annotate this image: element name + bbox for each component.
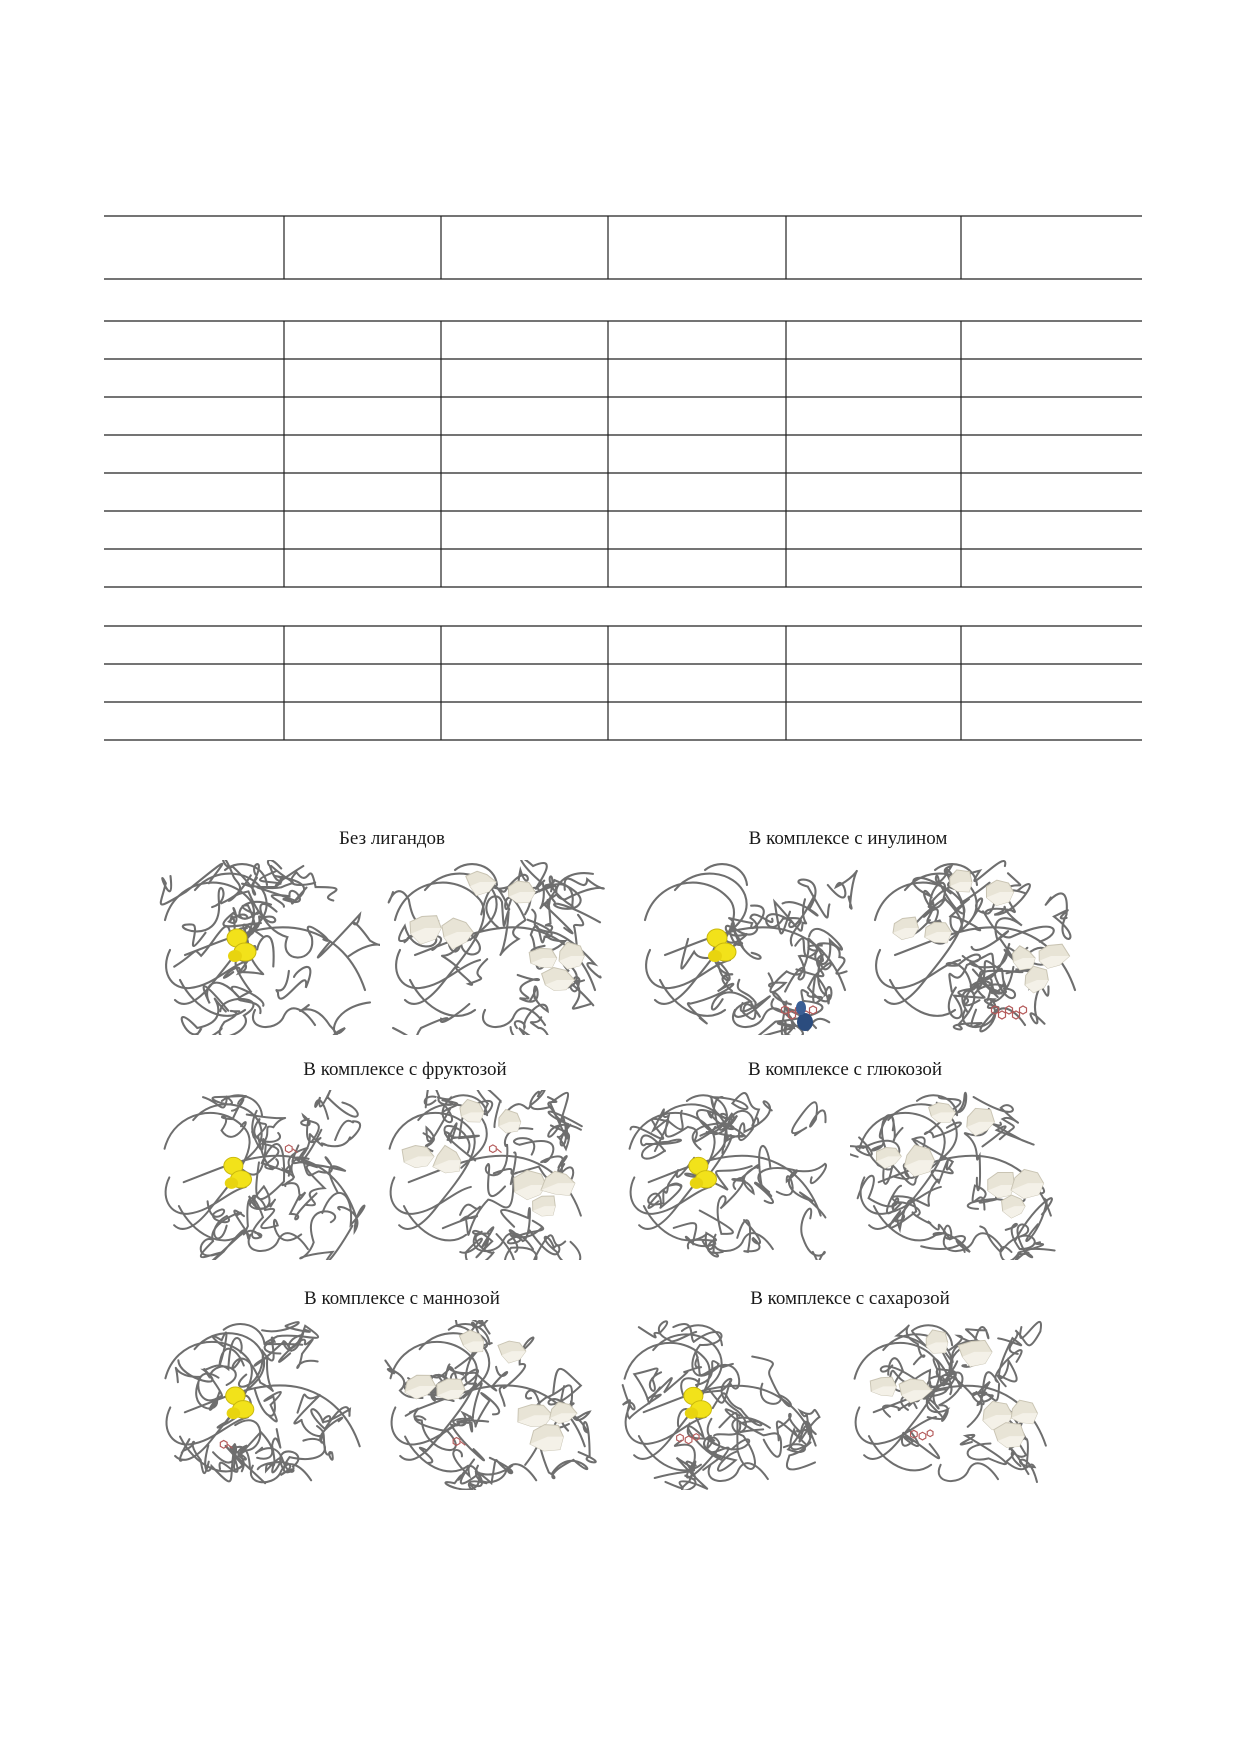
ribbon-strand	[420, 1424, 484, 1463]
ribbon-strand	[998, 1338, 1021, 1386]
binding-site-lobe	[685, 1407, 698, 1418]
structure-cavities-2	[380, 1090, 600, 1260]
data-table	[0, 0, 1240, 760]
cavity-surfaces	[405, 1330, 577, 1451]
ribbon-strand	[1046, 893, 1071, 938]
ribbon-strand	[318, 914, 380, 957]
ribbon-strand	[792, 1102, 826, 1135]
structure-binding-site-3	[620, 1090, 835, 1260]
ribbon-strand	[266, 1429, 281, 1472]
ribbon-strand	[1010, 1322, 1041, 1354]
structure-binding-site-2	[155, 1090, 370, 1260]
ribbon-strand	[300, 1211, 352, 1260]
ribbon-strand	[737, 1220, 760, 1252]
protein-backbone	[623, 1321, 820, 1490]
blob-lobe	[796, 1001, 806, 1015]
ribbon-strand	[204, 983, 264, 1011]
ribbon-strand	[890, 980, 955, 1016]
ribbon-strand	[518, 975, 539, 1002]
caption-sucrose: В комплексе с сахарозой	[750, 1288, 950, 1309]
ligand-ring	[810, 1006, 817, 1014]
ribbon-strand	[828, 871, 857, 909]
ribbon-strand	[253, 1008, 315, 1027]
ribbon-strand	[752, 1356, 791, 1406]
cavity-surfaces	[876, 1103, 1043, 1218]
ligand-ring	[919, 1432, 926, 1440]
caption-fructose: В комплексе с фруктозой	[303, 1059, 507, 1080]
structure-cavities-0	[385, 860, 615, 1035]
protein-backbone	[645, 864, 857, 1035]
protein-backbone	[855, 1322, 1046, 1482]
blob-lobe	[797, 1013, 813, 1031]
ribbon-strand	[276, 967, 310, 999]
ligand-ring	[285, 1145, 292, 1153]
ribbon-strand	[424, 1109, 451, 1152]
ligand-ring	[1020, 1006, 1027, 1014]
ribbon-strand	[514, 1138, 563, 1166]
caption-glucose: В комплексе с глюкозой	[747, 1059, 943, 1080]
ribbon-strand	[255, 1390, 281, 1422]
caption-inulin: В комплексе с инулином	[748, 828, 948, 849]
ligand-bond	[497, 1149, 502, 1153]
ribbon-strand	[778, 1414, 815, 1470]
binding-site-lobe	[225, 1177, 238, 1188]
structure-cavities-5	[845, 1320, 1065, 1490]
ribbon-strand	[391, 1177, 471, 1213]
protein-backbone	[165, 1322, 359, 1483]
ribbon-strand	[322, 1121, 360, 1147]
ribbon-strand	[648, 1158, 694, 1208]
ribbon-strand	[260, 904, 328, 958]
ribbon-strand	[315, 1090, 358, 1119]
structure-binding-site-0	[155, 860, 380, 1035]
ligand-ring	[490, 1145, 497, 1153]
ribbon-strand	[856, 1407, 936, 1443]
binding-site-lobe	[227, 1407, 241, 1419]
ribbon-strand	[393, 1004, 469, 1035]
ligand-ring	[685, 1436, 692, 1444]
ribbon-strand	[272, 888, 307, 907]
ligand-fructose	[490, 1145, 502, 1153]
ligand-ring	[927, 1430, 933, 1437]
structure-binding-site-1	[635, 860, 860, 1035]
ribbon-strand	[233, 1342, 284, 1391]
protein-backbone	[875, 861, 1075, 1031]
ribbon-strand	[174, 916, 234, 966]
protein-backbone	[630, 1093, 826, 1260]
protein-backbone	[165, 1090, 365, 1260]
binding-site-highlight	[224, 1157, 252, 1189]
ribbon-strand	[183, 888, 224, 946]
ribbon-strand	[466, 1152, 515, 1234]
binding-site-lobe	[228, 950, 242, 962]
ribbon-strand	[161, 864, 223, 905]
caption-no-ligand: Без лигандов	[338, 828, 446, 849]
ribbon-strand	[714, 1233, 773, 1251]
ribbon-strand	[410, 980, 475, 1016]
binding-site-lobe	[708, 950, 722, 962]
ribbon-strand	[505, 1090, 551, 1114]
ribbon-strand	[939, 1463, 998, 1481]
ligand-fructose	[285, 1145, 297, 1153]
ribbon-strand	[876, 950, 960, 988]
ribbon-strand	[282, 1183, 316, 1219]
ribbon-strand	[755, 1146, 773, 1203]
ribbon-strand	[223, 908, 260, 926]
ligand-mannose	[220, 1440, 232, 1448]
binding-site-lobe	[690, 1177, 703, 1188]
structure-binding-site-4	[155, 1320, 375, 1490]
ribbon-strand	[396, 950, 480, 988]
binding-site-highlight	[689, 1157, 717, 1189]
ligand-ring	[220, 1440, 227, 1448]
structure-cavities-4	[380, 1320, 605, 1490]
ribbon-strand	[644, 1206, 706, 1240]
structure-cavities-3	[850, 1090, 1070, 1260]
ribbon-strand	[405, 1437, 468, 1472]
ribbon-strand	[902, 1430, 939, 1458]
ribbon-strand	[869, 1436, 931, 1470]
ribbon-strand	[709, 1463, 768, 1481]
structure-binding-site-5	[615, 1320, 830, 1490]
binding-site-highlight	[226, 1387, 254, 1419]
caption-mannose: В комплексе с маннозой	[304, 1288, 500, 1309]
protein-backbone	[161, 860, 380, 1035]
structure-cavities-1	[865, 860, 1095, 1035]
ligand-ring	[999, 1011, 1006, 1019]
